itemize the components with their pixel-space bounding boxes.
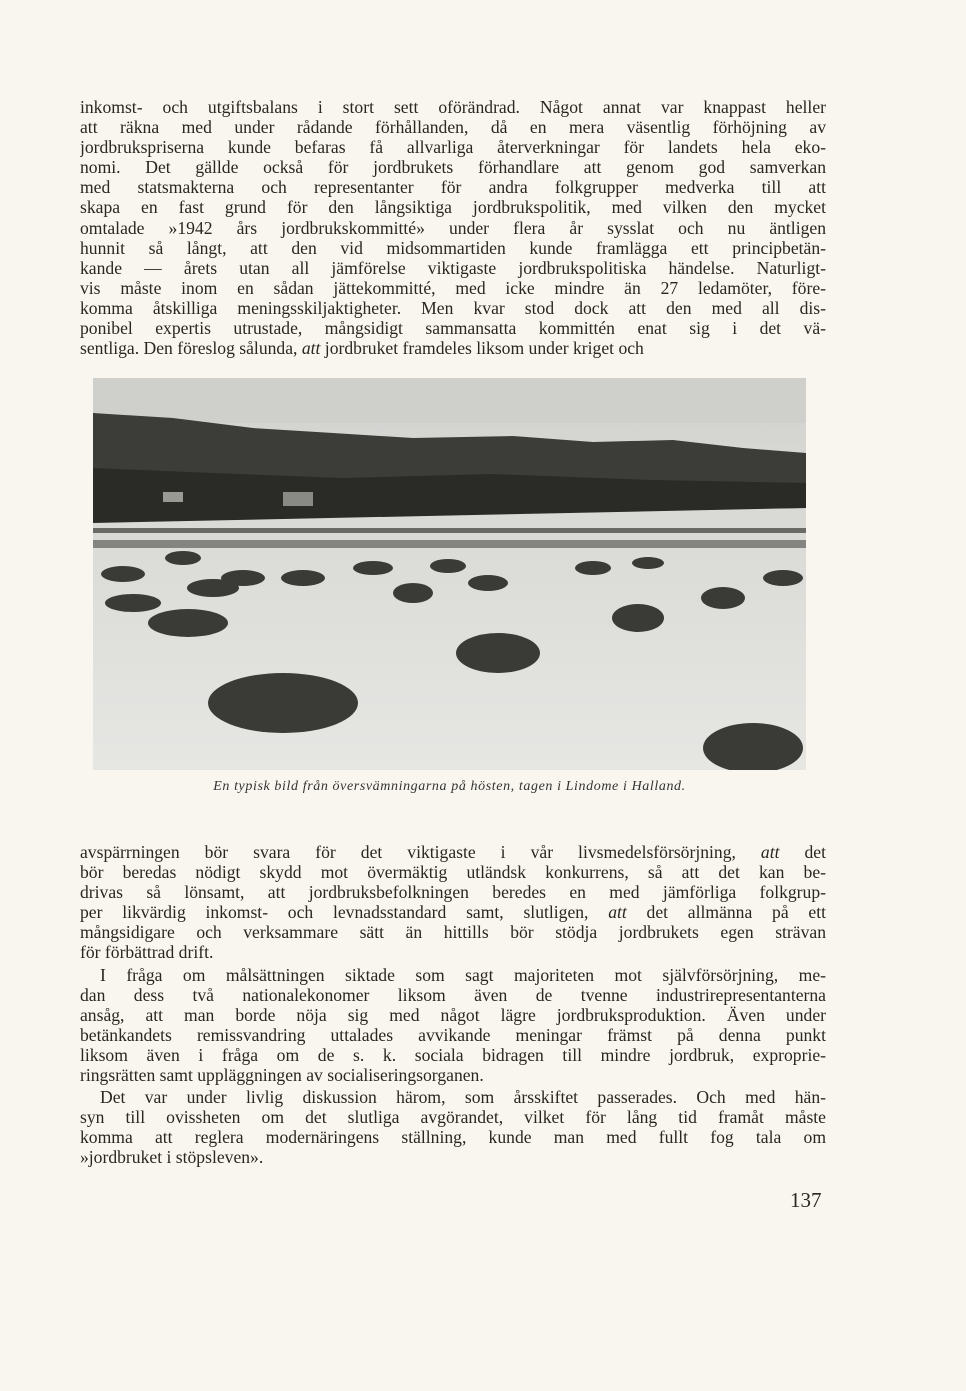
- text-line: [80, 137, 826, 157]
- text-segment: »jordbruket i stöpsleven».: [80, 1147, 264, 1168]
- italic-text: att: [608, 902, 627, 923]
- paragraph-1: [80, 97, 826, 358]
- text-line: [80, 1147, 826, 1167]
- text-line: [80, 238, 826, 258]
- text-line: [80, 985, 826, 1005]
- text-segment: det: [779, 842, 826, 862]
- text-segment: att räkna med under rådande förhållanden, då en mera väsentlig förhöjning av: [80, 117, 826, 138]
- text-segment: dan dess två nationalekonomer liksom även de tvenne industrirepresentanterna: [80, 985, 826, 1006]
- text-line: [80, 298, 826, 318]
- text-segment: mångsidigare och verksammare sätt än hittills bör stödja jordbrukets egen strävan: [80, 922, 826, 943]
- text-segment: kande — årets utan all jämförelse viktigaste jordbrukspolitiska händelse. Naturligt-: [80, 257, 826, 278]
- page-number: 137: [790, 1188, 822, 1212]
- text-line: [80, 965, 826, 985]
- text-line: [80, 1005, 826, 1025]
- text-segment: vis måste inom en sådan jättekommitté, med icke mindre än 27 ledamöter, före-: [80, 277, 826, 298]
- photo-caption: En typisk bild från översvämningarna på hösten, tagen i Lindome i Halland.: [213, 779, 686, 794]
- text-line: [80, 902, 826, 922]
- text-line: [80, 177, 826, 197]
- text-segment: ansåg, att man borde nöja sig med något lägre jordbruksproduktion. Även under: [80, 1005, 826, 1026]
- text-line: [80, 97, 826, 117]
- text-line: [80, 218, 826, 238]
- text-line: [80, 862, 826, 882]
- text-segment: liksom även i fråga om de s. k. sociala bidragen till mindre jordbruk, exproprie-: [80, 1045, 826, 1066]
- text-segment: per likvärdig inkomst- och levnadsstandard samt, slutligen,: [80, 902, 609, 923]
- text-line: [80, 842, 826, 862]
- text-line: [80, 1065, 826, 1085]
- text-segment: hunnit så långt, att den vid midsommartiden kunde framlägga ett principbetän-: [80, 237, 826, 258]
- text-line: [80, 318, 826, 338]
- text-segment: syn till ovissheten om det slutliga avgörandet, vilket för lång tid framåt måste: [80, 1107, 826, 1128]
- flood-photo-image: [93, 378, 806, 770]
- text-segment: jordbrukspriserna kunde befaras få allvarliga återverkningar för landets hela eko-: [80, 137, 826, 158]
- text-segment: med statsmakterna och representanter för andra folkgrupper medverka till att: [80, 177, 826, 198]
- text-line: [80, 1025, 826, 1045]
- paragraph-4: [80, 1087, 826, 1167]
- text-line: [80, 1087, 826, 1107]
- text-line: [80, 197, 826, 217]
- text-line: [80, 338, 826, 358]
- text-segment: för förbättrad drift.: [80, 942, 214, 963]
- italic-text: att: [301, 338, 321, 359]
- text-segment: I fråga om målsättningen siktade som sagt majoriteten mot självförsörjning, me-: [100, 965, 826, 985]
- text-segment: skapa en fast grund för den långsiktiga jordbrukspolitik, med vilken den mycket: [80, 197, 826, 218]
- text-segment: ponibel expertis utrustade, mångsidigt sammansatta kommittén enat sig i det vä-: [80, 318, 826, 339]
- text-segment: inkomst- och utgiftsbalans i stort sett oförändrad. Något annat var knappast heller: [80, 97, 826, 117]
- text-segment: bör beredas nödigt skydd mot övermäktig utländsk konkurrens, så att det kan be-: [80, 862, 826, 883]
- text-line: [80, 882, 826, 902]
- text-segment: komma att reglera modernäringens ställning, kunde man med fullt fog tala om: [80, 1127, 826, 1148]
- text-line: [80, 922, 826, 942]
- text-line: [80, 1127, 826, 1147]
- italic-text: att: [760, 842, 780, 862]
- paragraph-3: [80, 965, 826, 1086]
- text-segment: drivas så lönsamt, att jordbruksbefolkningen beredes en med jämförliga folkgrup-: [80, 882, 826, 903]
- flood-photo: [93, 378, 806, 770]
- text-line: [80, 942, 826, 962]
- text-line: [80, 278, 826, 298]
- text-segment: avspärrningen bör svara för det viktigaste i vår livsmedelsförsörjning,: [80, 842, 761, 862]
- text-segment: omtalade »1942 års jordbrukskommitté» under flera år sysslat och nu äntligen: [80, 217, 826, 238]
- text-segment: sentliga. Den föreslog sålunda,: [80, 338, 302, 359]
- text-segment: jordbruket framdeles liksom under kriget och: [320, 338, 644, 359]
- text-segment: betänkandets remissvandring uttalades avvikande meningar främst på denna punkt: [80, 1025, 826, 1046]
- text-line: [80, 1107, 826, 1127]
- text-segment: ringsrätten samt uppläggningen av socialiseringsorganen.: [80, 1065, 484, 1086]
- text-segment: komma åtskilliga meningsskiljaktigheter. Men kvar stod dock att den med all dis-: [80, 297, 826, 318]
- text-segment: Det var under livlig diskussion härom, som årsskiftet passerades. Och med hän-: [100, 1087, 826, 1107]
- text-line: [80, 117, 826, 137]
- text-line: [80, 258, 826, 278]
- text-segment: det allmänna på ett: [626, 902, 826, 923]
- text-line: [80, 1045, 826, 1065]
- text-line: [80, 157, 826, 177]
- text-segment: nomi. Det gällde också för jordbrukets förhandlare att genom god samverkan: [80, 157, 826, 178]
- paragraph-2: [80, 842, 826, 963]
